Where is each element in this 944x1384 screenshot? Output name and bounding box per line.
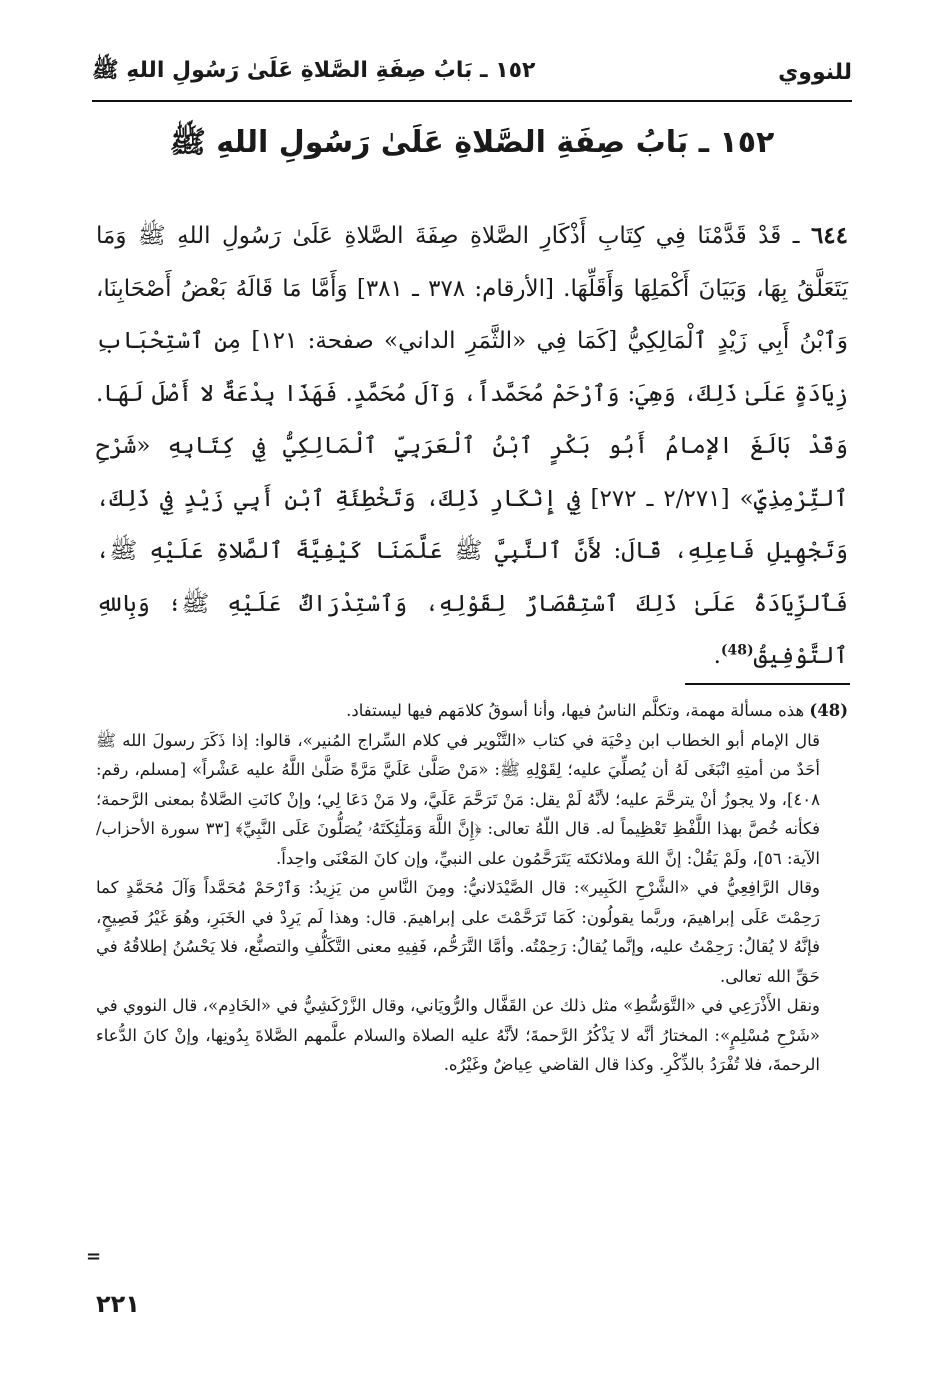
footnote-continuation-mark: = (86, 1246, 102, 1267)
running-header (92, 52, 852, 92)
header-divider (92, 100, 852, 102)
footnote-paragraph-3: ونقل الأَذْرَعِي في «التَّوَسُّطِ» مثل ذلك عن القَفَّال والرُّويَاني، وقال الزَّرْكَشِيُّ في «الخَادِم»، قال النووي في «شَرْحِ مُسْلِمٍ»: المختارُ أنَّه لا يَذْكُرُ الرَّحمةَ؛ لأنَّهُ عليه الصلاة والسلام علَّمهم الصَّلاةَ بِدُونِها، وإنْ كانَ الدُّعاء الرحمةَ، فلا تُفْرَدُ بالذِّكْرِ. وكذا قال القاضي عِياضٌ وغَيْرُه. (96, 996, 820, 1074)
footnote-intro-text: هذه مسألة مهمة، وتكلَّم الناسُ فيها، وأنا أسوقُ كلامَهم فيها ليستفاد. (346, 701, 805, 720)
chapter-title: ١٥٢ ـ بَابُ صِفَةِ الصَّلاةِ عَلَىٰ رَسُولِ اللهِ ﷺ (169, 125, 775, 160)
main-text-block (96, 210, 848, 683)
footnote-reference[interactable]: (48) (720, 642, 754, 659)
running-header-book-title: للنووي (778, 59, 852, 85)
paragraph-number: ٦٤٤ (810, 222, 849, 249)
running-header-chapter: ١٥٢ ـ بَابُ صِفَةِ الصَّلاةِ عَلَىٰ رَسُولِ اللهِ ﷺ (92, 58, 536, 83)
footnote-intro (96, 696, 848, 726)
footnote-divider (685, 683, 850, 685)
paragraph-end-mark: . (713, 643, 721, 669)
page-number: ٢٢١ (96, 1290, 140, 1318)
footnote-paragraph-2: وقال الرَّافِعِيُّ في «الشَّرْحِ الكَبِير»: قال الصَّيْدَلانيُّ: ومِنَ النَّاسِ من يَزِيدُ: وَٱرْحَمْ مُحَمَّداً وَآلَ مُحَمَّدٍ كما رَحِمْتَ عَلَى إبراهيمَ، وربَّما يقولُون: كَمَا تَرَحَّمْتَ على إبراهيمَ. قال: وهذا لَم يَرِدْ في الخَبَرِ، وهُوَ غَيْرُ فَصِيحٍ، فإنَّهُ لا يُقالُ: رَحِمْتُ عليه، وإنَّما يُقالُ: رَحِمْتُه. وأمَّا التَّرَحُّم، فَفِيهِ معنى التَّكَلُّفِ والتصنُّع، فلا يَحْسُنُ إطلاقُهُ في حَقِّ الله تعالى. (96, 878, 820, 986)
footnote-paragraph-1: قال الإمام أبو الخطاب ابن دِحْيَة في كتاب «التَّنْوير في كلام السِّراج المُنير»، قالوا: إذا ذَكَرَ رسولَ الله ﷺ أحَدٌ من أمتِهِ انْبَغَى لَهُ أن يُصلِّيَ عليه؛ لِقَوْلِهِ ﷺ: «مَنْ صَلَّىٰ عَلَيَّ مَرَّةً صَلَّىٰ اللَّهُ عليه عَشْراً» [مسلم، رقم: ٤٠٨]، ولا يجوزُ أنْ يترحَّمَ عليه؛ لأنَّهُ لَمْ يقل: مَنْ تَرَحَّمَ عَلَيَّ، ولا مَنْ دَعَا لِي؛ وإنْ كانَتِ الصَّلاةُ بمعنى الرَّحمة؛ فكأنه خُصَّ بهذا اللَّفْظِ تَعْظِيماً له. قال اللّهُ تعالى: ﴿إِنَّ اللَّهَ وَمَلَٰٓئِكَتَهُۥ يُصَلُّونَ عَلَى النَّبِيِّ﴾ [٣٣ سورة الأحزاب/ الآية: ٥٦]، ولَمْ يَقُلْ: إنَّ اللهَ وملائكتَه يَتَرَحَّمُون على النبيِّ، وإن كانَ المَعْنَى واحِداً. (96, 730, 820, 868)
paragraph-text: ـ قَدْ قَدَّمْنَا فِي كِتَابِ أَذْكَارِ الصَّلاةِ صِفَةَ الصَّلاةِ عَلَىٰ رَسُولِ اللهِ ﷺ وَمَا يَتَعَلَّقُ بِهَا، وَبَيَانَ أَكْمَلِهَا وَأَقَلِّهَا. [الأرقام: ٣٧٨ ـ ٣٨١] وَأَمَّا مَا قَالَهُ بَعْضُ أَصْحَابِنَا، وَٱبْنُ أَبِي زَيْدٍ ٱلْمَالِكِيُّ [كَمَا فِي «الثَّمَرِ الداني» صفحة: ١٢١] مِنِ ٱسْتِحْبَابِ زِيَادَةٍ عَلَىٰ ذَلِكَ، وَهِيَ: وَٱرْحَمْ مُحَمَّداً، وَآلَ مُحَمَّدٍ. فَهَذَا بِدْعَةٌ لا أَصْلَ لَهَا. وَقَدْ بَالَغَ الإمامُ أَبُو بَكْرٍ ٱبْنُ ٱلْعَرَبِيِّ ٱلْمَالِكِيُّ فِي كِتَابِهِ «شَرْحِ ٱلتِّرْمِذِيِّ» [٢/٢٧١ ـ ٢٧٢] فِي إِنْكَارِ ذَلِكَ، وَتَخْطِئَةِ ٱبْنِ أَبِي زَيْدٍ فِي ذَلِكَ، وَتَجْهِيلِ فَاعِلِهِ، قَالَ: لأَنَّ ٱلنَّبِيَّ ﷺ عَلَّمَنَا كَيْفِيَّةَ ٱلصَّلاةِ عَلَيْهِ ﷺ، فَٱلزِّيَادَةُ عَلَىٰ ذَلِكَ ٱسْتِقْصَارٌ لِقَوْلِهِ، وَٱسْتِدْرَاكٌ عَلَيْهِ ﷺ؛ وَبِاللهِ ٱلتَّوْفِيقُ (96, 223, 848, 669)
footnotes-block (96, 696, 848, 1080)
footnote-number: (48) (809, 701, 848, 720)
